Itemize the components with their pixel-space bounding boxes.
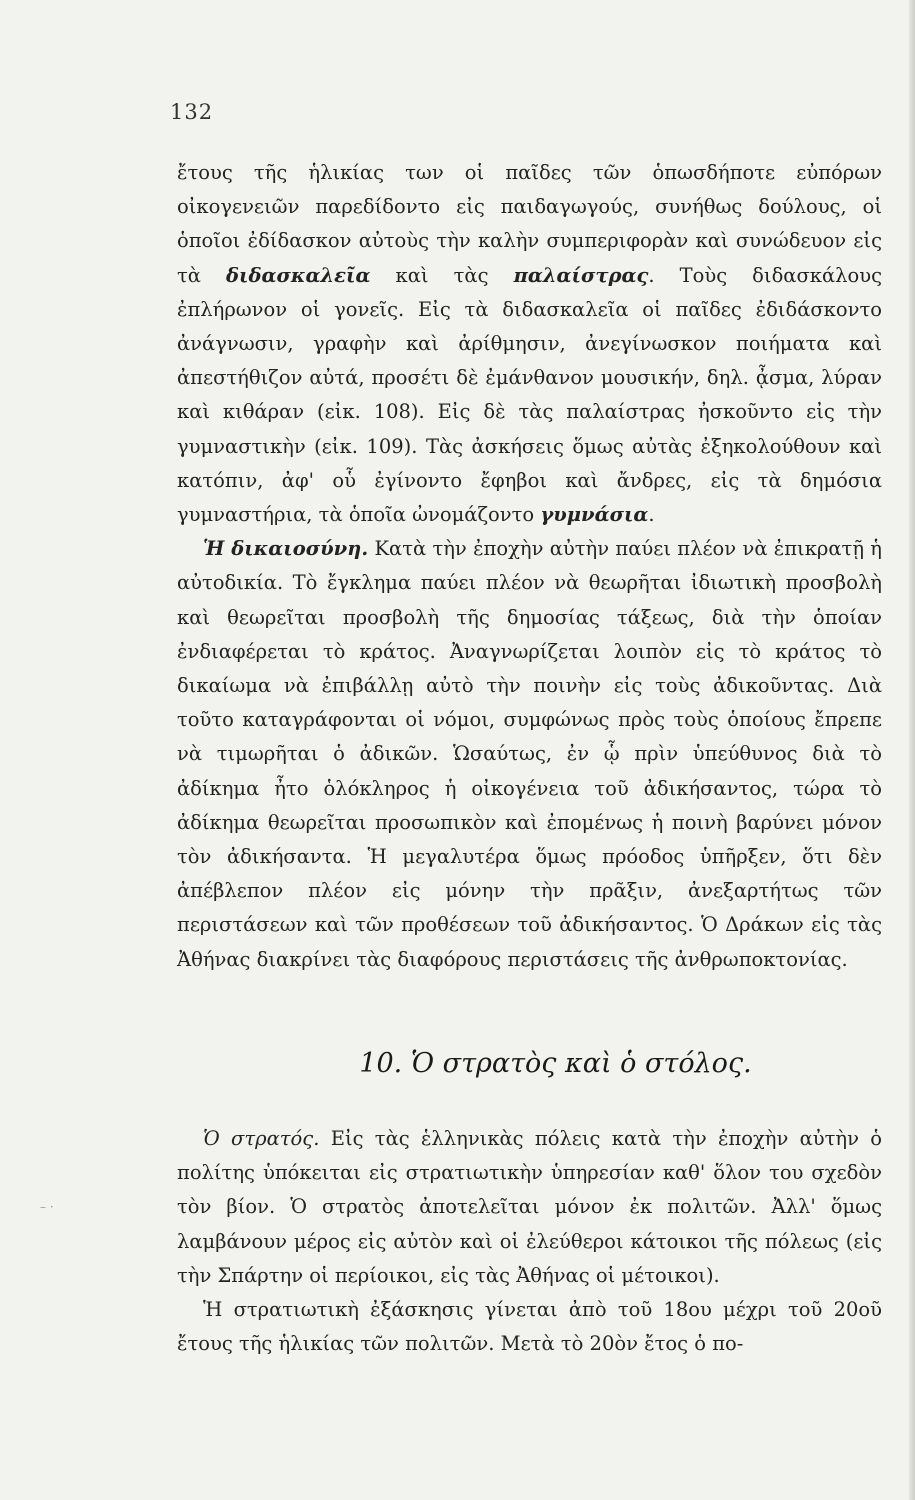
scan-smudge-mark: – · <box>40 1200 54 1214</box>
paragraph-1-rest: . Τοὺς διδασκάλους ἐπλήρωνον οἱ γονεῖς. Εἰς τὰ διδασκαλεῖα οἱ παῖδες ἐδιδάσκοντο ἀνάγνωσιν, γραφὴν καὶ ἀρίθμησιν, ἀνεγίνωσκον ποιήματα καὶ ἀπεστήθιζον αὐτά, προσέτι δὲ ἐμάνθανον μουσικήν, δηλ. ᾆσμα, λύραν καὶ κιθάραν (εἰκ. 108). Εἰς δὲ τὰς παλαίστρας ἠσκοῦντο εἰς τὴν γυμναστικὴν (εἰκ. 109). Τὰς ἀσκήσεις ὅμως αὐτὰς ἐξηκολούθουν καὶ κατόπιν, ἀφ' οὗ ἐγίνοντο ἔφηβοι καὶ ἄνδρες, εἰς τὰ δημόσια γυμναστήρια, τὰ ὁποῖα ὠνομάζοντο <box>177 263 883 527</box>
paragraph-2-heading: Ἡ δικαιοσύνη. <box>203 537 369 561</box>
paragraph-training <box>177 1293 882 1361</box>
paragraph-education <box>177 156 882 532</box>
paragraph-army <box>177 1122 882 1293</box>
paragraph-2-text: Κατὰ τὴν ἐποχὴν αὐτὴν παύει πλέον νὰ ἐπικρατῇ ἡ αὐτοδικία. Τὸ ἔγκλημα παύει πλέον νὰ θεωρῆται ἰδιωτικὴ προσβολὴ καὶ θεωρεῖται προσβολὴ τῆς δημοσίας τάξεως, διὰ τὴν ὁποίαν ἐνδιαφέρεται τὸ κράτος. Ἀναγνωρίζεται λοιπὸν εἰς τὸ κράτος τὸ δικαίωμα νὰ ἐπιβάλλῃ αὐτὸ τὴν ποινὴν εἰς τοὺς ἀδικοῦντας. Διὰ τοῦτο καταγράφονται οἱ νόμοι, συμφώνως πρὸς τοὺς ὁποίους ἔπρεπε νὰ τιμωρῆται ὁ ἀδικῶν. Ὡσαύτως, ἐν ᾧ πρὶν ὑπεύθυνος διὰ τὸ ἀδίκημα ἦτο ὁλόκληρος ἡ οἰκογένεια τοῦ ἀδικήσαντος, τώρα τὸ ἀδίκημα θεωρεῖται προσωπικὸν καὶ ἐπομένως ἡ ποινὴ βαρύνει μόνον τὸν ἀδικήσαντα. Ἡ μεγαλυτέρα ὅμως πρόοδος ὑπῆρξεν, ὅτι δὲν ἀπέβλεπον πλέον εἰς μόνην τὴν πρᾶξιν, ἀνεξαρτήτως τῶν περιστάσεων καὶ τῶν προθέσεων τοῦ ἀδικήσαντος. Ὁ Δράκων εἰς τὰς Ἀθήνας διακρίνει τὰς διαφόρους περιστάσεις τῆς ἀνθρωποκτονίας. <box>177 537 882 971</box>
term-didaskaleia: διδασκαλεῖα <box>226 263 371 287</box>
paragraph-3-heading: Ὁ στρατός. <box>203 1127 320 1150</box>
paragraph-3-text: Εἰς τὰς ἑλληνικὰς πόλεις κατὰ τὴν ἐποχὴν αὐτὴν ὁ πολίτης ὑπόκειται εἰς στρατιωτικὴν ὑπηρεσίαν καθ' ὅλον του σχεδὸν τὸν βίον. Ὁ στρατὸς ἀποτελεῖται μόνον ἐκ πολιτῶν. Ἀλλ' ὅμως λαμβάνουν μέρος εἰς αὐτὸν καὶ οἱ ἐλεύθεροι κάτοικοι τῆς πόλεως (εἰς τὴν Σπάρτην οἱ περίοικοι, εἰς τὰς Ἀθήνας οἱ μέτοικοι). <box>177 1127 882 1287</box>
paragraph-justice <box>177 532 882 977</box>
body-text-block <box>177 156 882 977</box>
paragraph-4-text: Ἡ στρατιωτικὴ ἐξάσκησις γίνεται ἀπὸ τοῦ 18ου μέχρι τοῦ 20οῦ ἔτους τῆς ἡλικίας τῶν πολιτῶν. Μετὰ τὸ 20ὸν ἔτος ὁ πο- <box>177 1298 882 1356</box>
section-heading-text: 10. Ὁ στρατὸς καὶ ὁ στόλος. <box>359 1048 752 1079</box>
section-heading <box>177 1048 882 1079</box>
paragraph-1-text: ἔτους τῆς ἡλικίας των οἱ παῖδες τῶν ὁπωσδήποτε εὐπόρων οἰκογενειῶν παρεδίδοντο εἰς παιδαγωγούς, συνήθως δούλους, οἱ ὁποῖοι ἐδίδασκον αὐτοὺς τὴν καλὴν συμπεριφορὰν καὶ συνώδευον εἰς τὰ <box>177 161 882 287</box>
section-text-block <box>177 1122 882 1361</box>
paragraph-1-mid: καὶ τὰς <box>395 263 489 287</box>
page-number: 132 <box>170 100 214 124</box>
paragraph-1-end: . <box>648 503 655 527</box>
page-edge-shadow <box>909 0 915 1500</box>
term-gymnasia: γυμνάσια <box>540 503 649 527</box>
term-palaistras: παλαίστρας <box>513 263 649 287</box>
